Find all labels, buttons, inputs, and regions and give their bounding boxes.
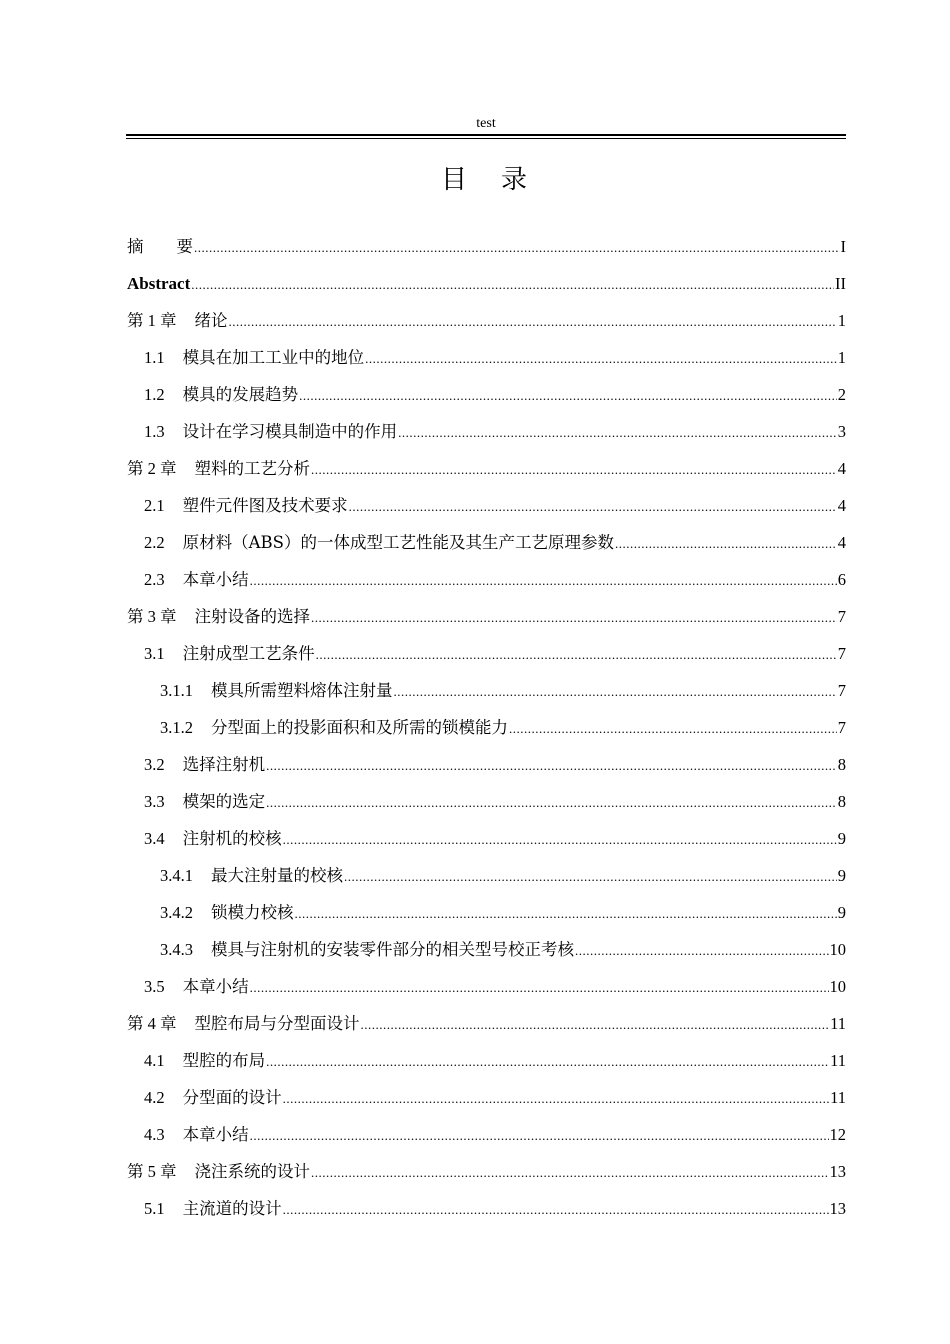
- toc-dot-leader: [615, 525, 837, 562]
- toc-entry-page: 6: [837, 570, 846, 589]
- toc-entry-title: 型腔的布局: [182, 1051, 266, 1070]
- toc-entry-page: 7: [837, 681, 846, 700]
- toc-dot-leader: [250, 562, 837, 599]
- toc-dot-leader: [394, 673, 837, 710]
- toc-entry-page: 12: [829, 1125, 846, 1144]
- toc-entry-number: 4.1: [144, 1051, 165, 1070]
- toc-dot-leader: [283, 1080, 829, 1117]
- toc-entry-page: 11: [830, 1014, 846, 1033]
- toc-dot-leader: [575, 932, 829, 969]
- toc-entry[interactable]: [126, 931, 846, 968]
- toc-dot-leader: [283, 821, 837, 858]
- toc-entry[interactable]: [126, 1190, 846, 1227]
- toc-entry[interactable]: [126, 561, 846, 598]
- toc-entry-page: 1: [837, 348, 846, 367]
- toc-entry-page: 7: [837, 607, 846, 626]
- toc-entry-title: 锁模力校核: [211, 903, 294, 922]
- toc-dot-leader: [361, 1006, 830, 1043]
- toc-entry-page: 4: [837, 459, 846, 478]
- toc-entry-title: 分型面上的投影面积和及所需的锁模能力: [211, 718, 508, 737]
- toc-dot-leader: [299, 377, 837, 414]
- toc-entry-title: 本章小结: [182, 1125, 249, 1144]
- toc-entry-number: 3.1: [144, 644, 165, 663]
- toc-entry[interactable]: [126, 376, 846, 413]
- toc-entry[interactable]: [126, 783, 846, 820]
- toc-entry-title: 摘 要: [127, 237, 193, 256]
- toc-entry-title: 设计在学习模具制造中的作用: [182, 422, 398, 441]
- toc-dot-leader: [295, 895, 837, 932]
- toc-entry-number: 第 1 章: [127, 311, 177, 330]
- toc-entry-title: 塑料的工艺分析: [194, 459, 310, 478]
- toc-entry-title: 模具所需塑料熔体注射量: [211, 681, 393, 700]
- toc-entry-page: 7: [837, 718, 846, 737]
- toc-dot-leader: [344, 858, 837, 895]
- toc-dot-leader: [365, 340, 837, 377]
- toc-entry-title: 本章小结: [182, 570, 249, 589]
- toc-entry[interactable]: [126, 339, 846, 376]
- toc-entry-page: 10: [829, 977, 846, 996]
- toc-entry[interactable]: [126, 228, 846, 265]
- toc-dot-leader: [250, 1117, 829, 1154]
- toc-entry-number: 3.1.2: [160, 718, 193, 737]
- toc-entry-title: 模具在加工工业中的地位: [182, 348, 365, 367]
- toc-entry-title: 分型面的设计: [182, 1088, 282, 1107]
- toc-entry[interactable]: [126, 820, 846, 857]
- toc-entry-page: 1: [837, 311, 846, 330]
- toc-entry[interactable]: [126, 265, 846, 302]
- toc-entry-number: 4.3: [144, 1125, 165, 1144]
- toc-entry-page: 8: [837, 755, 846, 774]
- toc-entry[interactable]: [126, 598, 846, 635]
- toc-dot-leader: [191, 266, 834, 303]
- toc-entry-title: 注射机的校核: [182, 829, 282, 848]
- toc-entry-page: 13: [829, 1162, 846, 1181]
- toc-entry[interactable]: [126, 450, 846, 487]
- header-rule-thick: [126, 134, 846, 136]
- toc-dot-leader: [311, 451, 837, 488]
- toc-entry-number: 2.3: [144, 570, 165, 589]
- toc-entry-number: 3.4.2: [160, 903, 193, 922]
- toc-entry[interactable]: [126, 857, 846, 894]
- toc-entry-title: 注射成型工艺条件: [182, 644, 315, 663]
- toc-entry-number: 3.1.1: [160, 681, 193, 700]
- toc-entry-page: 11: [830, 1088, 846, 1107]
- table-of-contents: [126, 228, 846, 1227]
- toc-entry-number: 2.2: [144, 533, 165, 552]
- toc-dot-leader: [250, 969, 829, 1006]
- toc-entry-number: 1.3: [144, 422, 165, 441]
- toc-entry-title: 绪论: [194, 311, 228, 330]
- toc-entry-number: 第 4 章: [127, 1014, 177, 1033]
- toc-entry-number: 3.5: [144, 977, 165, 996]
- toc-entry-page: 8: [837, 792, 846, 811]
- toc-dot-leader: [311, 1154, 829, 1191]
- toc-entry[interactable]: [126, 302, 846, 339]
- toc-entry-title: 本章小结: [182, 977, 249, 996]
- toc-entry-number: 2.1: [144, 496, 165, 515]
- toc-entry-number: 3.3: [144, 792, 165, 811]
- toc-entry[interactable]: [126, 709, 846, 746]
- toc-entry[interactable]: [126, 1079, 846, 1116]
- toc-dot-leader: [316, 636, 837, 673]
- toc-dot-leader: [229, 303, 837, 340]
- toc-entry-page: 13: [829, 1199, 846, 1218]
- toc-entry-title: 选择注射机: [182, 755, 266, 774]
- toc-entry-page: 10: [829, 940, 846, 959]
- toc-dot-leader: [266, 747, 837, 784]
- toc-entry-number: 5.1: [144, 1199, 165, 1218]
- toc-entry-page: 9: [837, 866, 846, 885]
- toc-entry-number: 第 3 章: [127, 607, 177, 626]
- toc-entry[interactable]: [126, 1042, 846, 1079]
- toc-entry[interactable]: [126, 1116, 846, 1153]
- toc-entry-title: 原材料（ABS）的一体成型工艺性能及其生产工艺原理参数: [182, 533, 614, 552]
- toc-entry-number: 第 5 章: [127, 1162, 177, 1181]
- toc-entry-page: 9: [837, 829, 846, 848]
- toc-entry[interactable]: [126, 672, 846, 709]
- toc-entry-number: 1.1: [144, 348, 165, 367]
- toc-entry-number: 3.4: [144, 829, 165, 848]
- toc-entry-number: 第 2 章: [127, 459, 177, 478]
- toc-entry-page: 9: [837, 903, 846, 922]
- toc-entry-page: II: [835, 274, 846, 293]
- toc-entry-title: 模具与注射机的安装零件部分的相关型号校正考核: [211, 940, 574, 959]
- toc-entry[interactable]: [126, 413, 846, 450]
- toc-dot-leader: [311, 599, 837, 636]
- toc-dot-leader: [349, 488, 837, 525]
- toc-entry[interactable]: [126, 524, 846, 561]
- toc-dot-leader: [266, 784, 837, 821]
- toc-entry-title: 型腔布局与分型面设计: [194, 1014, 360, 1033]
- toc-entry-number: 3.2: [144, 755, 165, 774]
- toc-entry-page: 4: [837, 533, 846, 552]
- toc-entry-number: 1.2: [144, 385, 165, 404]
- toc-entry[interactable]: [126, 746, 846, 783]
- toc-entry[interactable]: [126, 1005, 846, 1042]
- toc-dot-leader: [194, 229, 840, 266]
- toc-entry-number: 3.4.1: [160, 866, 193, 885]
- toc-dot-leader: [398, 414, 837, 451]
- toc-dot-leader: [266, 1043, 829, 1080]
- toc-entry-number: 3.4.3: [160, 940, 193, 959]
- running-header: test: [476, 116, 496, 131]
- toc-entry-title: 模具的发展趋势: [182, 385, 299, 404]
- toc-entry-page: 2: [837, 385, 846, 404]
- toc-dot-leader: [283, 1191, 829, 1228]
- toc-entry-page: 3: [837, 422, 846, 441]
- toc-entry-title: 注射设备的选择: [194, 607, 310, 626]
- toc-entry-page: I: [840, 237, 846, 256]
- toc-entry-number: 4.2: [144, 1088, 165, 1107]
- toc-entry-title: 塑件元件图及技术要求: [182, 496, 348, 515]
- toc-entry-title: 浇注系统的设计: [194, 1162, 310, 1181]
- toc-entry[interactable]: [126, 487, 846, 524]
- toc-entry-title: Abstract: [127, 274, 191, 293]
- toc-title: 目 录: [440, 165, 531, 195]
- toc-entry-page: 4: [837, 496, 846, 515]
- toc-entry-title: 模架的选定: [182, 792, 266, 811]
- toc-entry-page: 7: [837, 644, 846, 663]
- toc-entry[interactable]: [126, 894, 846, 931]
- toc-entry-title: 最大注射量的校核: [211, 866, 343, 885]
- toc-entry[interactable]: [126, 968, 846, 1005]
- toc-entry-page: 11: [830, 1051, 846, 1070]
- toc-dot-leader: [509, 710, 837, 747]
- toc-entry[interactable]: [126, 635, 846, 672]
- toc-entry[interactable]: [126, 1153, 846, 1190]
- toc-entry-title: 主流道的设计: [182, 1199, 282, 1218]
- header-rule-thin: [126, 138, 846, 139]
